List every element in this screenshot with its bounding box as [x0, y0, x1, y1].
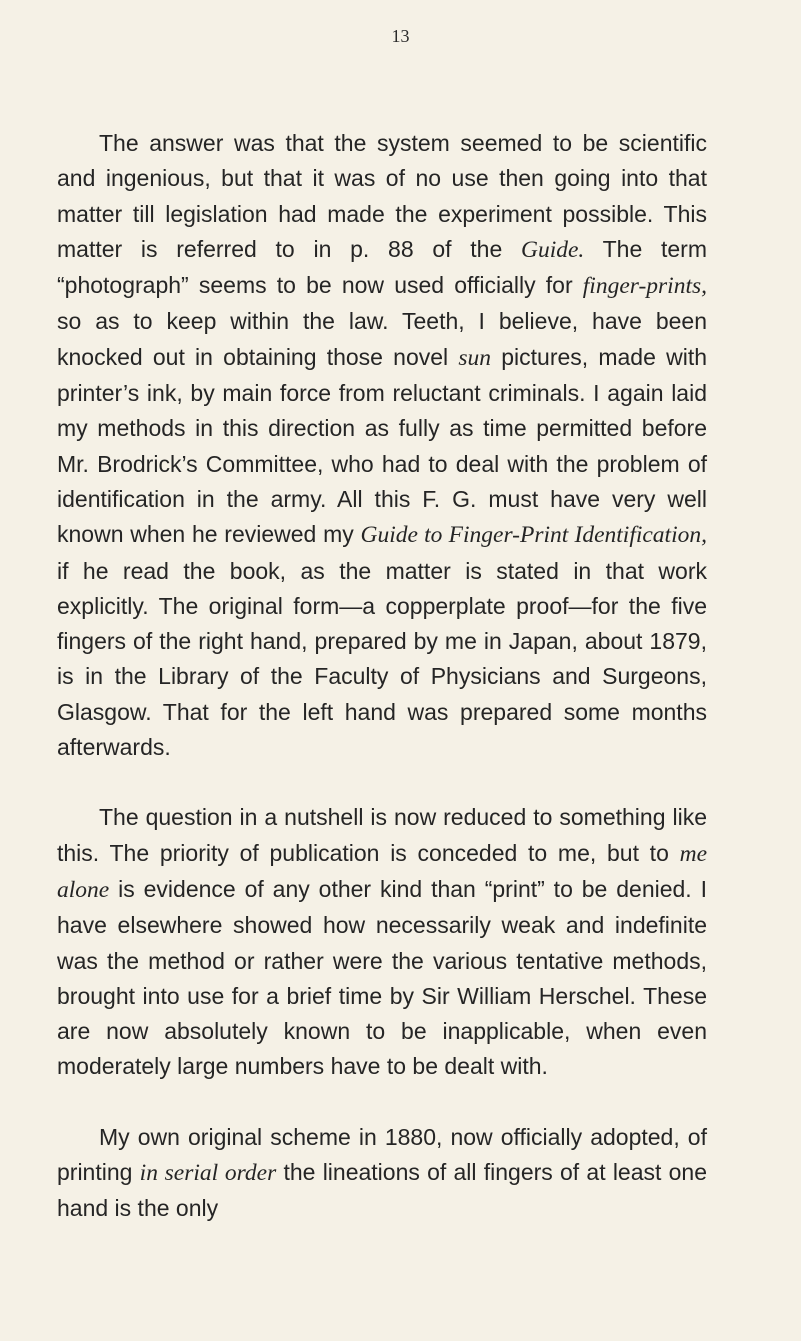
italic-text-run: me alone [57, 840, 707, 903]
italic-text-run: in serial order [139, 1160, 277, 1187]
paragraph-3 [57, 1120, 707, 1227]
page-number: 13 [391, 26, 410, 46]
text-run: The term “photograph” seems to be now used officially for [57, 235, 707, 299]
text-run: pictures, made with printer’s ink, by main force from reluctant criminals. I again laid my methods in this direction as fully as time permitted before Mr. Brodrick’s Committee, who had to deal with the problem of identification in the army. All this F. G. must have very well known when he reviewed my [57, 343, 707, 548]
text-run: the lineations of all fingers of at least one hand is the only [57, 1159, 707, 1222]
paragraph-2 [57, 800, 707, 1084]
text-run: The question in a nutshell is now reduced to something like this. The priority of publication is conceded to me, but to [57, 804, 707, 866]
paragraph-1 [57, 126, 707, 765]
body-text [57, 126, 707, 1227]
text-run: My own original scheme in 1880, now officially adopted, of printing [57, 1123, 707, 1186]
text-run: is evidence of any other kind than “print” to be denied. I have elsewhere showed how necessarily weak and indefinite was the method or rather were the various tentative methods, brought into use for a brief time by Sir William Herschel. These are now absolutely known to be inapplicable, when even moderately large numbers have to be dealt with. [57, 875, 707, 1080]
italic-text-run: sun [458, 344, 492, 371]
italic-text-run: Guide. [520, 236, 585, 263]
italic-text-run: finger-prints, [582, 273, 707, 300]
text-run: if he read the book, as the matter is stated in that work explicitly. The original form—a copperplate proof—for the five fingers of the right hand, prepared by me in Japan, about 1879, is in the Library of the Faculty of Physicians and Surgeons, Glasgow. That for the left hand was prepared some months afterwards. [57, 557, 707, 761]
text-run: so as to keep within the law. Teeth, I believe, have been knocked out in obtaining those novel [57, 308, 707, 370]
text-run: The answer was that the system seemed to be scientific and ingenious, but that it was of no use then going into that matter till legislation had made the experiment possible. This matter is referred to in p. 88 of the [57, 130, 707, 262]
italic-text-run: Guide to Finger-Print Identification, [360, 522, 707, 549]
